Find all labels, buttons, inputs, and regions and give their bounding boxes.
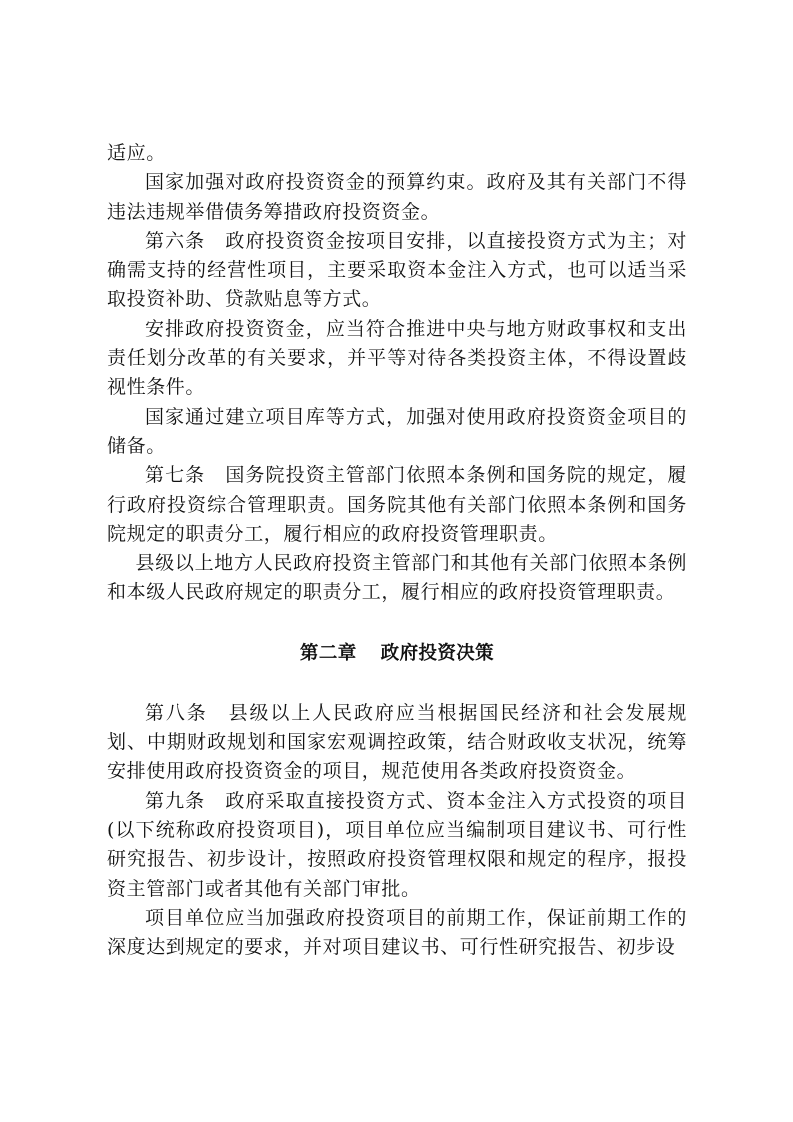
paragraph: 国家通过建立项目库等方式，加强对使用政府投资资金项目的储备。 (107, 405, 687, 457)
paragraph: 适应。 (107, 142, 166, 164)
document-body (107, 139, 687, 962)
paragraph: 国家加强对政府投资资金的预算约束。政府及其有关部门不得违法违规举借债务筹措政府投资资金。 (107, 171, 687, 223)
article-9: 第九条 政府采取直接投资方式、资本金注入方式投资的项目(以下统称政府投资项目)，项目单位应当编制项目建议书、可行性研究报告、初步设计，按照政府投资管理权限和规定的程序，报投资主管部门或者其他有关部门审批。 (107, 789, 687, 900)
chapter-title: 政府投资决策 (380, 642, 495, 664)
article-6: 第六条 政府投资资金按项目安排，以直接投资方式为主；对确需支持的经营性项目，主要采取资本金注入方式，也可以适当采取投资补助、贷款贴息等方式。 (107, 229, 687, 311)
paragraph: 安排政府投资资金，应当符合推进中央与地方财政事权和支出责任划分改革的有关要求，并平等对待各类投资主体，不得设置歧视性条件。 (107, 317, 687, 399)
paragraph: 项目单位应当加强政府投资项目的前期工作，保证前期工作的深度达到规定的要求，并对项目建议书、可行性研究报告、初步设 (107, 906, 687, 959)
chapter-heading (107, 639, 687, 668)
article-8: 第八条 县级以上人民政府应当根据国民经济和社会发展规划、中期财政规划和国家宏观调控政策，结合财政收支状况，统筹安排使用政府投资资金的项目，规范使用各类政府投资资金。 (107, 701, 687, 783)
paragraph: 县级以上地方人民政府投资主管部门和其他有关部门依照本条例和本级人民政府规定的职责分工，履行相应的政府投资管理职责。 (107, 552, 687, 604)
article-7: 第七条 国务院投资主管部门依照本条例和国务院的规定，履行政府投资综合管理职责。国务院其他有关部门依照本条例和国务院规定的职责分工，履行相应的政府投资管理职责。 (107, 464, 687, 545)
chapter-number: 第二章 (299, 642, 357, 664)
